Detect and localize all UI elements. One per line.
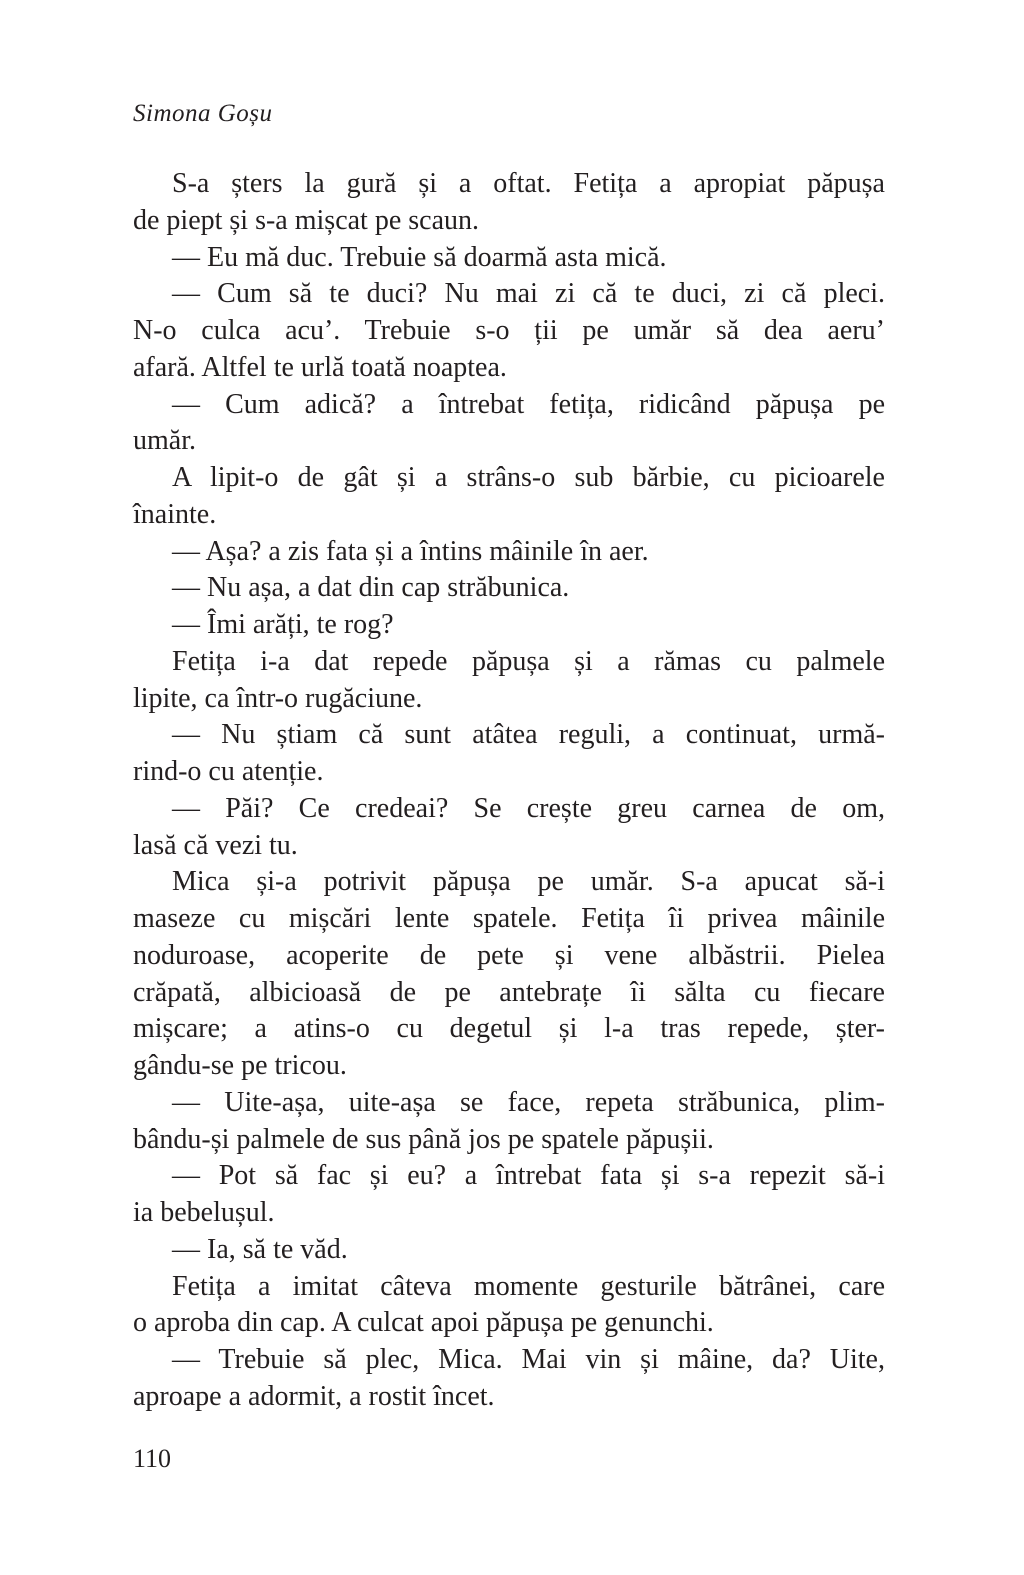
paragraph — [133, 791, 885, 865]
paragraph — [133, 864, 885, 1085]
text-line: — Cum să te duci? Nu mai zi că te duci, zi că pleci. — [172, 278, 885, 310]
paragraph — [133, 460, 885, 534]
running-head: Simona Goșu — [133, 100, 273, 127]
text-line: o aproba din cap. A culcat apoi păpușa pe genunchi. — [133, 1307, 714, 1339]
text-line: Fetița i-a dat repede păpușa și a rămas cu palmele — [172, 645, 885, 677]
text-line: — Pot să fac și eu? a întrebat fata și s-a repezit să-i — [172, 1160, 885, 1192]
text-line: A lipit-o de gât și a strâns-o sub bărbie, cu picioarele — [172, 462, 885, 493]
text-line: — Cum adică? a întrebat fetița, ridicând păpușa pe — [172, 388, 885, 420]
text-line: umăr. — [133, 425, 196, 457]
paragraph — [133, 240, 885, 277]
page-number: 110 — [133, 1444, 172, 1473]
paragraph — [133, 1269, 885, 1343]
paragraph — [133, 570, 885, 607]
text-line: — Îmi arăți, te rog? — [172, 609, 394, 640]
text-line: rind-o cu atenție. — [133, 756, 324, 787]
paragraph — [133, 166, 885, 240]
text-line: — Ia, să te văd. — [172, 1233, 348, 1265]
paragraph — [133, 607, 885, 644]
paragraph — [133, 1342, 885, 1416]
paragraph — [133, 534, 885, 571]
paragraph — [133, 387, 885, 461]
text-line: înainte. — [133, 498, 217, 530]
text-line: lipite, ca într-o rugăciune. — [133, 682, 423, 714]
text-line: bându-și palmele de sus până jos pe spatele păpușii. — [133, 1123, 714, 1155]
paragraph — [133, 717, 885, 791]
text-line: Fetița a imitat câteva momente gesturile bătrânei, care — [172, 1270, 885, 1302]
paragraph — [133, 1232, 885, 1269]
text-line: — Așa? a zis fata și a întins mâinile în aer. — [172, 535, 649, 567]
text-line: lasă că vezi tu. — [133, 829, 298, 861]
text-line: mișcare; a atins-o cu degetul și l-a tras repede, șter- — [133, 1013, 885, 1045]
text-line: — Păi? Ce credeai? Se crește greu carnea de om, — [172, 792, 885, 824]
text-line: — Trebuie să plec, Mica. Mai vin și mâine, da? Uite, — [172, 1344, 885, 1375]
text-line: Mica și-a potrivit păpușa pe umăr. S-a apucat să-i — [172, 866, 885, 898]
text-line: N-o culca acu’. Trebuie s-o ții pe umăr să dea aeru’ — [133, 315, 885, 346]
text-line: — Nu așa, a dat din cap străbunica. — [172, 572, 570, 604]
text-line: noduroase, acoperite de pete și vene albăstrii. Pielea — [133, 939, 885, 971]
text-line: maseze cu mișcări lente spatele. Fetița îi privea mâinile — [133, 903, 885, 934]
text-line: de piept și s-a mișcat pe scaun. — [133, 204, 480, 236]
text-line: afară. Altfel te urlă toată noaptea. — [133, 351, 507, 383]
paragraph — [133, 1158, 885, 1232]
text-line: gându-se pe tricou. — [133, 1050, 347, 1081]
text-line: S-a șters la gură și a oftat. Fetița a apropiat păpușa — [172, 168, 885, 199]
body-text — [133, 166, 885, 1416]
text-line: — Nu știam că sunt atâtea reguli, a continuat, urmă- — [172, 719, 885, 751]
paragraph — [133, 276, 885, 386]
paragraph — [133, 1085, 885, 1159]
text-line: — Uite-așa, uite-așa se face, repeta străbunica, plim- — [172, 1086, 885, 1118]
text-line: crăpată, albicioasă de pe antebrațe îi sălta cu fiecare — [133, 976, 885, 1008]
text-line: aproape a adormit, a rostit încet. — [133, 1380, 495, 1412]
text-line: ia bebelușul. — [133, 1197, 275, 1228]
paragraph — [133, 644, 885, 718]
text-line: — Eu mă duc. Trebuie să doarmă asta mică. — [172, 241, 667, 273]
